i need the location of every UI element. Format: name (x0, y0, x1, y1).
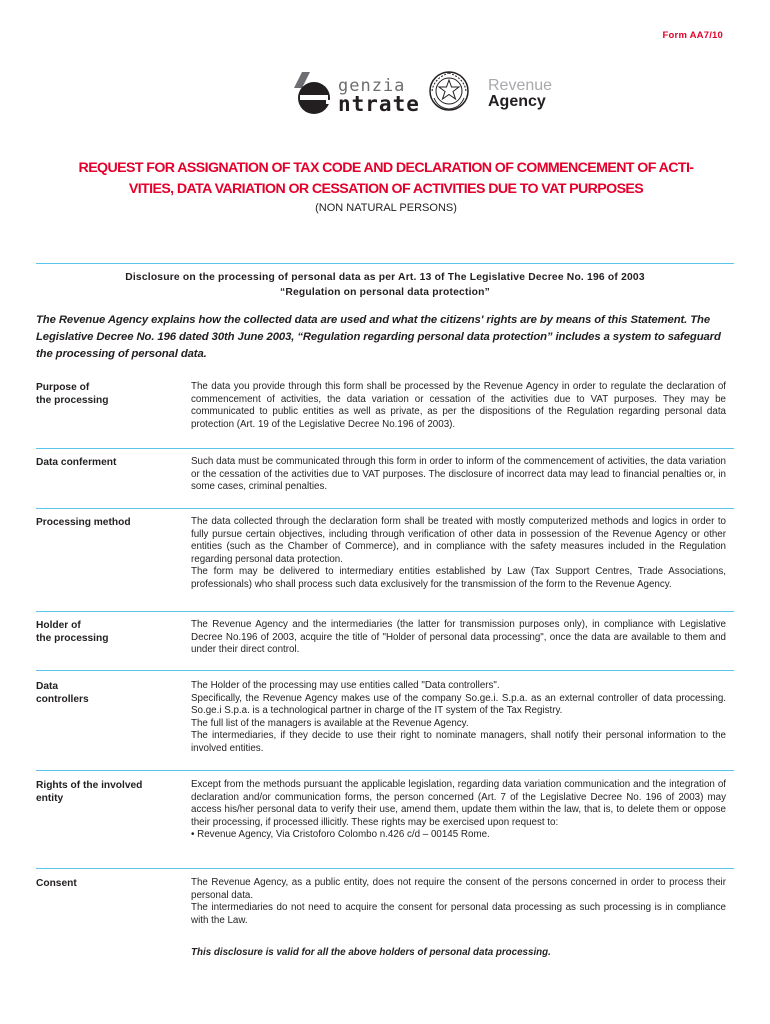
section-paragraph: The Revenue Agency and the intermediaries (the latter for transmission purposes only), in compliance with Legislative Decree No.196 of 2003, acquire the title of "Holder of personal data processing", once the data are available to them and under their direct control. (191, 619, 726, 656)
section-label-line-2: the processing (36, 633, 109, 644)
section-label-line-2: entity (36, 793, 64, 804)
section-label-line-1: Holder of (36, 620, 81, 631)
section-label-line-1: Data (36, 681, 59, 692)
disclosure-line-1: Disclosure on the processing of personal data as per Art. 13 of The Legislative Decree No. 196 of 2003 (125, 272, 645, 283)
document-title-line-2: VITIES, DATA VARIATION OR CESSATION OF ACTIVITIES DUE TO VAT PURPOSES (128, 181, 644, 197)
footer-note: This disclosure is valid for all the above holders of personal data processing. (191, 947, 551, 958)
section-paragraph: The data you provide through this form shall be processed by the Revenue Agency in order to regulate the declaration of commencement of activities, the data variation or cessation of the activities due to VAT purposes. They may be communicated to public entities as well as private, as per the dispositions of the Regulation regarding personal data protection (Art. 19 of the Legislative Decree No.196 of 2003). (191, 381, 726, 430)
section-body (191, 456, 726, 494)
section-label (36, 516, 181, 529)
logo-text-ntrate: ntrate (338, 92, 420, 116)
disclosure-line-2: “Regulation on personal data protection” (280, 286, 490, 298)
section-label (36, 619, 181, 645)
section-label-line-2: controllers (36, 694, 89, 705)
section-paragraph: The intermediaries do not need to acquire the consent for personal data processing as such processing is in compliance with the Law. (191, 902, 726, 926)
section-divider (36, 448, 734, 449)
form-code: Form AA7/10 (662, 30, 723, 41)
section-paragraph: The form may be delivered to intermediary entities established by Law (Tax Support Centres, Trade Associations, professionals) who shall process such data exclusively for the transmission of the form to the Revenue Agency. (191, 566, 726, 590)
section-divider (36, 611, 734, 612)
agenzia-entrate-e-logo-icon (288, 68, 336, 116)
section-label (36, 680, 181, 706)
section-label-line-1: Data conferment (36, 457, 117, 468)
disclosure-heading (36, 271, 734, 300)
section-paragraph: Specifically, the Revenue Agency makes use of the company So.ge.i. S.p.a. as an external controller of data processing. So.ge.i S.p.a. is a technological partner in charge of the IT system of the Tax Registry. (191, 692, 726, 717)
section-body (191, 877, 726, 927)
section-paragraph: Except from the methods pursuant the applicable legislation, regarding data variation communication and the integration of declaration and/or communication forms, the person concerned (Art. 7 of the Legislative Decree No. 196 of 2003) may access his/her personal data to verify their use, amend them, update them within the law, that is, to delete them or oppose their processing, if processed illicitly. These rights may be exercised upon request to: (191, 779, 726, 828)
section-body (191, 381, 726, 431)
section-label-line-1: Processing method (36, 517, 131, 528)
section-divider (36, 670, 734, 671)
section-paragraph: The data collected through the declaration form shall be treated with mostly computerized methods and logics in order to fully pursue certain objectives, including through verification of other data in possession of the Revenue Agency or other entities (such as the Chamber of Commerce), and in compliance with the safety measures included in the Regulation regarding personal data protection. (191, 516, 726, 565)
section-body (191, 619, 726, 657)
section-label (36, 381, 181, 407)
section-paragraph: Such data must be communicated through this form in order to inform of the commencement of activities, the data variation or the cessation of the activities due to VAT purposes. The disclosure of incorrect data may lead to financial penalties or, in some cases, criminal penalties. (191, 456, 726, 493)
section-paragraph: The Holder of the processing may use entities called "Data controllers". (191, 680, 500, 691)
agency-logo (288, 68, 588, 120)
section-label (36, 456, 181, 469)
document-title (36, 158, 736, 200)
section-body (191, 516, 726, 592)
section-label (36, 779, 181, 805)
document-title-line-1: REQUEST FOR ASSIGNATION OF TAX CODE AND DECLARATION OF COMMENCEMENT OF ACTI- (78, 160, 694, 176)
section-label-line-1: Rights of the involved (36, 780, 143, 791)
intro-statement: The Revenue Agency explains how the collected data are used and what the citizens' rights are by means of this Statement. The Legislative Decree No. 196 dated 30th June 2003, “Regulation regarding personal data protection” includes a system to safeguard the processing of personal data. (36, 314, 721, 360)
section-divider (36, 868, 734, 869)
revenue-label: Revenue (488, 77, 553, 94)
section-label-line-1: Purpose of (36, 382, 90, 393)
section-paragraph: The Revenue Agency, as a public entity, does not require the consent of the persons concerned in order to process their personal data. (191, 877, 726, 901)
section-paragraph: The full list of the managers is available at the Revenue Agency. (191, 717, 469, 729)
document-subtitle: (NON NATURAL PERSONS) (315, 202, 457, 214)
section-label-line-1: Consent (36, 878, 77, 889)
section-label (36, 877, 181, 890)
section-label-line-2: the processing (36, 395, 109, 406)
section-paragraph: The intermediaries, if they decide to use their right to nominate managers, shall notify their personal information to the involved entities. (191, 730, 726, 754)
top-divider (36, 263, 734, 264)
agency-label: Agency (488, 93, 546, 110)
section-body (191, 779, 726, 842)
section-divider (36, 508, 734, 509)
section-body (191, 680, 726, 756)
republic-seal-icon (428, 70, 470, 112)
logo-text-genzia: genzia (338, 76, 406, 96)
section-divider (36, 770, 734, 771)
section-paragraph: • Revenue Agency, Via Cristoforo Colombo n.426 c/d – 00145 Rome. (191, 829, 490, 841)
